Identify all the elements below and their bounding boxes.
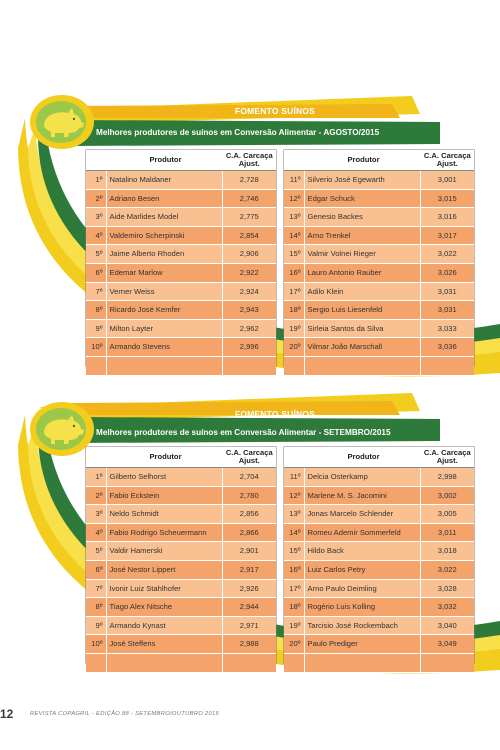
rank-cell: 14º <box>284 226 304 245</box>
filler-cell <box>420 356 474 375</box>
producer-cell: Jonas Marcelo Schlender <box>304 505 420 524</box>
producer-cell: Armando Stevens <box>106 338 222 357</box>
rank-cell: 3º <box>86 505 106 524</box>
ca-value-cell: 2,780 <box>222 486 276 505</box>
page-number: 12 <box>0 707 14 721</box>
ca-value-cell: 2,854 <box>222 226 276 245</box>
producer-cell: Adilo Klein <box>304 282 420 301</box>
producer-cell: Vilmar João Marschall <box>304 338 420 357</box>
section-title: Melhores produtores de suínos em Conversão Alimentar - AGOSTO/2015 <box>96 128 380 137</box>
producer-header: Produtor <box>304 447 420 468</box>
table-row <box>86 598 276 617</box>
pig-icon <box>28 93 98 151</box>
producer-header: Produtor <box>106 447 222 468</box>
ca-value-cell: 2,924 <box>222 282 276 301</box>
producer-cell: Rogério Luis Kolling <box>304 598 420 617</box>
table-row <box>284 282 474 301</box>
filler-cell <box>86 356 106 375</box>
producer-cell: Aide Marlides Model <box>106 208 222 227</box>
producer-cell: Marlene M. S. Jacomini <box>304 486 420 505</box>
rank-cell: 10º <box>86 635 106 654</box>
footer-text: REVISTA COPAGRIL - EDIÇÃO 88 - SETEMBRO/OUTUBRO 2015 <box>30 711 220 717</box>
ca-value-cell: 2,962 <box>222 319 276 338</box>
ca-header-line2: Ajust. <box>238 159 260 168</box>
producer-cell: Adriano Besen <box>106 189 222 208</box>
table-row <box>86 486 276 505</box>
producer-cell: Hildo Back <box>304 542 420 561</box>
rank-cell: 4º <box>86 226 106 245</box>
rank-cell: 8º <box>86 598 106 617</box>
ca-value-cell: 3,005 <box>420 505 474 524</box>
rank-cell: 18º <box>284 598 304 617</box>
table-row <box>284 226 474 245</box>
ca-value-cell: 3,028 <box>420 579 474 598</box>
table-row <box>284 598 474 617</box>
rank-cell: 9º <box>86 616 106 635</box>
table-row <box>86 635 276 654</box>
ca-value-cell: 2,988 <box>222 635 276 654</box>
producer-cell: Delcia Osterkamp <box>304 468 420 487</box>
rank-header <box>86 447 106 468</box>
table-row <box>284 338 474 357</box>
ca-header-line2: Ajust. <box>436 159 458 168</box>
rank-cell: 12º <box>284 189 304 208</box>
producer-header: Produtor <box>106 150 222 171</box>
ca-value-cell: 3,017 <box>420 226 474 245</box>
section-kicker: FOMENTO SUÍNOS <box>234 409 316 419</box>
ca-value-cell: 3,001 <box>420 171 474 190</box>
table-row <box>284 579 474 598</box>
rank-cell: 17º <box>284 579 304 598</box>
table-row <box>86 301 276 320</box>
producer-cell: José Steffens <box>106 635 222 654</box>
table-row <box>284 171 474 190</box>
table-row <box>284 301 474 320</box>
ca-header-line2: Ajust. <box>238 456 260 465</box>
ca-value-cell: 3,049 <box>420 635 474 654</box>
ca-header-line1: C.A. Carcaça <box>423 151 471 160</box>
ca-value-cell: 2,944 <box>222 598 276 617</box>
rank-cell: 16º <box>284 263 304 282</box>
filler-cell <box>222 653 276 672</box>
filler-cell <box>304 653 420 672</box>
ca-value-cell: 3,031 <box>420 301 474 320</box>
producer-cell: Romeu Ademir Sommerfeld <box>304 523 420 542</box>
table-row <box>86 505 276 524</box>
section-kicker: FOMENTO SUÍNOS <box>234 106 316 116</box>
ca-value-cell: 2,728 <box>222 171 276 190</box>
table-row <box>86 226 276 245</box>
ca-value-cell: 3,026 <box>420 263 474 282</box>
ca-value-cell: 2,866 <box>222 523 276 542</box>
table-row <box>86 338 276 357</box>
table-row <box>284 468 474 487</box>
ca-header-line1: C.A. Carcaça <box>423 448 471 457</box>
ca-value-cell: 2,901 <box>222 542 276 561</box>
ca-value-cell: 2,971 <box>222 616 276 635</box>
rank-header <box>284 447 304 468</box>
rank-header <box>284 150 304 171</box>
rank-cell: 14º <box>284 523 304 542</box>
table-header <box>86 447 276 468</box>
table-row <box>86 616 276 635</box>
table-header <box>284 447 474 468</box>
ranking-table-left <box>86 447 276 673</box>
producer-cell: Neldo Schmidt <box>106 505 222 524</box>
table-row <box>284 245 474 264</box>
producer-cell: Valdir Hamerski <box>106 542 222 561</box>
ca-value-cell: 3,040 <box>420 616 474 635</box>
producer-cell: Arno Paulo Deimling <box>304 579 420 598</box>
rank-cell: 10º <box>86 338 106 357</box>
producer-cell: Paulo Prediger <box>304 635 420 654</box>
producer-cell: Silverio José Egewarth <box>304 171 420 190</box>
table-row <box>86 189 276 208</box>
ca-value-cell: 2,775 <box>222 208 276 227</box>
ca-header <box>222 447 276 468</box>
ca-value-cell: 3,032 <box>420 598 474 617</box>
producer-cell: Verner Weiss <box>106 282 222 301</box>
rank-cell: 13º <box>284 505 304 524</box>
filler-cell <box>106 653 222 672</box>
producer-cell: Fabio Eckstein <box>106 486 222 505</box>
rank-cell: 15º <box>284 542 304 561</box>
table-header <box>86 150 276 171</box>
rank-cell: 2º <box>86 189 106 208</box>
producer-cell: Valmir Volnei Rieger <box>304 245 420 264</box>
table-row <box>284 189 474 208</box>
rank-cell: 1º <box>86 171 106 190</box>
ca-header-line1: C.A. Carcaça <box>225 151 273 160</box>
rank-cell: 20º <box>284 338 304 357</box>
producer-cell: Ricardo José Kemfer <box>106 301 222 320</box>
rank-cell: 12º <box>284 486 304 505</box>
producer-cell: Sergio Luis Liesenfeld <box>304 301 420 320</box>
ca-header-line2: Ajust. <box>436 456 458 465</box>
rank-header <box>86 150 106 171</box>
table-filler <box>284 653 474 672</box>
rank-cell: 1º <box>86 468 106 487</box>
ca-value-cell: 3,033 <box>420 319 474 338</box>
ca-value-cell: 2,906 <box>222 245 276 264</box>
producer-cell: Genesio Backes <box>304 208 420 227</box>
table-row <box>86 468 276 487</box>
ca-value-cell: 3,031 <box>420 282 474 301</box>
ca-value-cell: 2,746 <box>222 189 276 208</box>
ca-value-cell: 2,922 <box>222 263 276 282</box>
rank-cell: 19º <box>284 319 304 338</box>
filler-cell <box>420 653 474 672</box>
ca-value-cell: 2,917 <box>222 560 276 579</box>
producer-cell: Tarcisio José Rockembach <box>304 616 420 635</box>
rank-cell: 9º <box>86 319 106 338</box>
producer-cell: Milton Layter <box>106 319 222 338</box>
table-row <box>86 579 276 598</box>
producer-cell: Sirleia Santos da Silva <box>304 319 420 338</box>
producer-cell: Valdemiro Scherpinski <box>106 226 222 245</box>
producer-cell: Fabio Rodrigo Scheuermann <box>106 523 222 542</box>
rank-cell: 5º <box>86 245 106 264</box>
table-row <box>86 542 276 561</box>
table-row <box>86 263 276 282</box>
ca-header <box>420 150 474 171</box>
ca-value-cell: 3,022 <box>420 245 474 264</box>
filler-cell <box>284 356 304 375</box>
ranking-table-right <box>284 150 474 376</box>
ca-header <box>222 150 276 171</box>
rank-cell: 7º <box>86 579 106 598</box>
rank-cell: 16º <box>284 560 304 579</box>
ca-value-cell: 3,036 <box>420 338 474 357</box>
rank-cell: 7º <box>86 282 106 301</box>
rank-cell: 8º <box>86 301 106 320</box>
ca-value-cell: 2,926 <box>222 579 276 598</box>
table-row <box>284 319 474 338</box>
table-row <box>86 245 276 264</box>
rank-cell: 4º <box>86 523 106 542</box>
table-filler <box>86 653 276 672</box>
ranking-table-right <box>284 447 474 673</box>
ca-value-cell: 2,856 <box>222 505 276 524</box>
rank-cell: 20º <box>284 635 304 654</box>
producer-cell: Arno Trenkel <box>304 226 420 245</box>
table-row <box>86 319 276 338</box>
filler-cell <box>304 356 420 375</box>
table-row <box>284 542 474 561</box>
ca-value-cell: 3,022 <box>420 560 474 579</box>
table-row <box>284 635 474 654</box>
rank-cell: 11º <box>284 171 304 190</box>
ca-value-cell: 3,016 <box>420 208 474 227</box>
table-row <box>86 282 276 301</box>
ranking-table-left <box>86 150 276 376</box>
table-header <box>284 150 474 171</box>
rank-cell: 18º <box>284 301 304 320</box>
producer-cell: Armando Kynast <box>106 616 222 635</box>
rank-cell: 13º <box>284 208 304 227</box>
producer-cell: Tiago Alex Nitsche <box>106 598 222 617</box>
filler-cell <box>106 356 222 375</box>
table-row <box>284 560 474 579</box>
table-row <box>86 171 276 190</box>
producer-cell: Gilberto Selhorst <box>106 468 222 487</box>
filler-cell <box>86 653 106 672</box>
ca-header-line1: C.A. Carcaça <box>225 448 273 457</box>
table-row <box>86 523 276 542</box>
table-row <box>86 560 276 579</box>
section-title: Melhores produtores de suínos em Conversão Alimentar - SETEMBRO/2015 <box>96 428 391 437</box>
rank-cell: 15º <box>284 245 304 264</box>
table-row <box>86 208 276 227</box>
ca-value-cell: 3,011 <box>420 523 474 542</box>
ca-value-cell: 3,015 <box>420 189 474 208</box>
producer-cell: Edgar Schuck <box>304 189 420 208</box>
ca-value-cell: 2,996 <box>222 338 276 357</box>
producer-cell: Natalino Maldaner <box>106 171 222 190</box>
table-row <box>284 505 474 524</box>
rank-cell: 3º <box>86 208 106 227</box>
rank-cell: 6º <box>86 560 106 579</box>
producer-cell: Ivonir Luiz Stahlhofer <box>106 579 222 598</box>
table-row <box>284 523 474 542</box>
rank-cell: 17º <box>284 282 304 301</box>
rank-cell: 19º <box>284 616 304 635</box>
ca-value-cell: 2,704 <box>222 468 276 487</box>
ca-header <box>420 447 474 468</box>
filler-cell <box>284 653 304 672</box>
table-filler <box>86 356 276 375</box>
table-row <box>284 208 474 227</box>
table-row <box>284 486 474 505</box>
filler-cell <box>222 356 276 375</box>
ca-value-cell: 3,018 <box>420 542 474 561</box>
rank-cell: 2º <box>86 486 106 505</box>
rank-cell: 6º <box>86 263 106 282</box>
producer-cell: Lauro Antonio Rauber <box>304 263 420 282</box>
ca-value-cell: 2,943 <box>222 301 276 320</box>
ca-value-cell: 2,998 <box>420 468 474 487</box>
rank-cell: 11º <box>284 468 304 487</box>
producer-header: Produtor <box>304 150 420 171</box>
producer-cell: Luiz Carlos Petry <box>304 560 420 579</box>
producer-cell: José Nestor Lippert <box>106 560 222 579</box>
producer-cell: Edemar Marlow <box>106 263 222 282</box>
rank-cell: 5º <box>86 542 106 561</box>
producer-cell: Jaime Alberto Rhoden <box>106 245 222 264</box>
ca-value-cell: 3,002 <box>420 486 474 505</box>
table-row <box>284 263 474 282</box>
table-filler <box>284 356 474 375</box>
table-row <box>284 616 474 635</box>
